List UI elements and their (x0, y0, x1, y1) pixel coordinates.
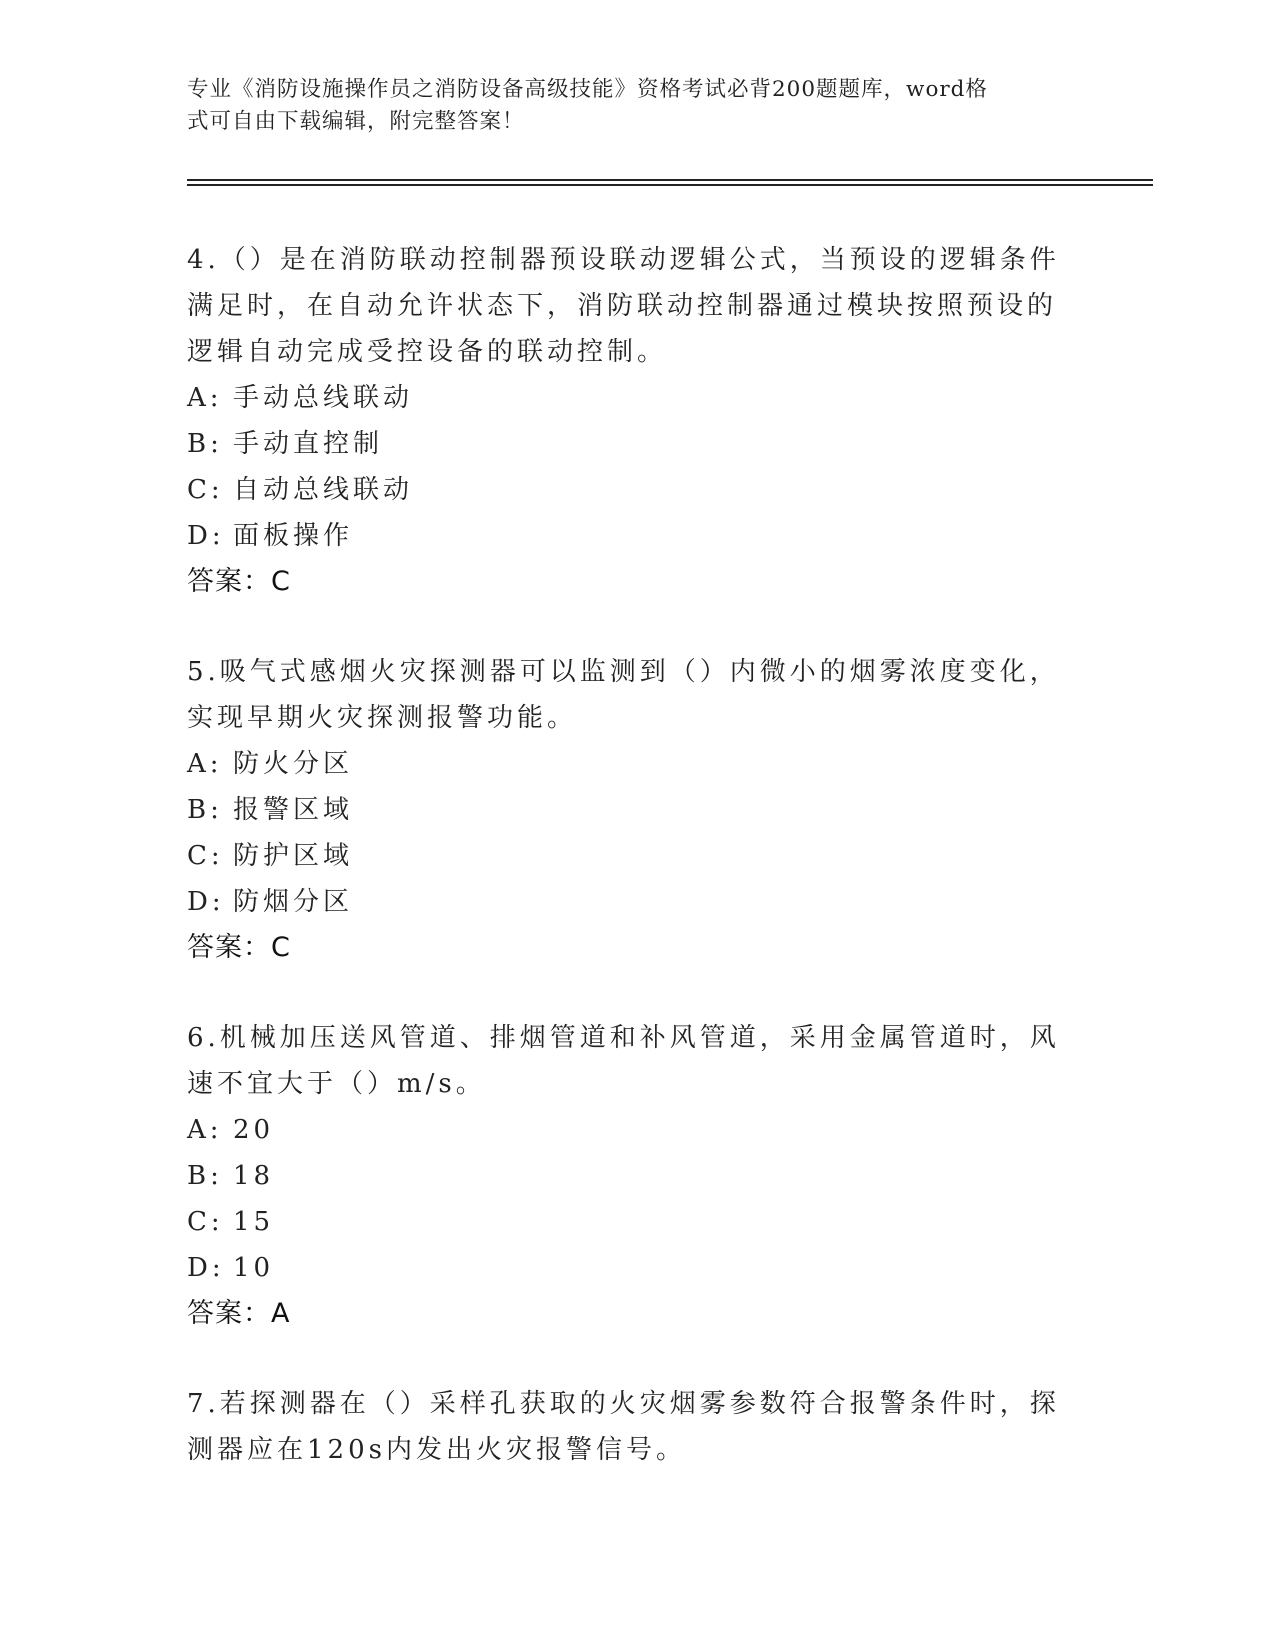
question-stem: 5.吸气式感烟火灾探测器可以监测到（）内微小的烟雾浓度变化，实现早期火灾探测报警功能。 (187, 657, 1060, 733)
option-key: A: (187, 383, 223, 413)
header-line-1: 专业《消防设施操作员之消防设备高级技能》资格考试必背200题题库，word格 (187, 77, 988, 102)
option-c (187, 467, 1067, 513)
option-text: 18 (233, 1161, 275, 1191)
option-d (187, 879, 1067, 925)
option-c (187, 1199, 1067, 1245)
option-text: 防护区域 (233, 841, 354, 871)
option-text: 15 (233, 1207, 275, 1237)
option-a (187, 375, 1067, 421)
option-text: 手动总线联动 (233, 383, 414, 413)
option-text: 手动直控制 (233, 429, 384, 459)
question-4 (187, 237, 1067, 605)
answer-line: 答案：A (187, 1298, 291, 1329)
option-list (187, 1107, 1067, 1291)
option-key: D: (187, 887, 225, 917)
option-d (187, 1245, 1067, 1291)
option-list (187, 741, 1067, 925)
option-key: B: (187, 429, 223, 459)
header-line-2: 式可自由下载编辑，附完整答案！ (187, 109, 525, 134)
option-a (187, 741, 1067, 787)
option-key: D: (187, 1253, 225, 1283)
option-key: C: (187, 1207, 224, 1237)
question-stem: 7.若探测器在（）采样孔获取的火灾烟雾参数符合报警条件时，探测器应在120s内发出火灾报警信号。 (187, 1389, 1060, 1465)
option-key: B: (187, 795, 223, 825)
option-key: C: (187, 475, 224, 505)
option-key: A: (187, 1115, 223, 1145)
option-text: 面板操作 (233, 521, 354, 551)
option-text: 10 (233, 1253, 275, 1283)
question-stem: 4.（）是在消防联动控制器预设联动逻辑公式，当预设的逻辑条件满足时，在自动允许状态下，消防联动控制器通过模块按照预设的逻辑自动完成受控设备的联动控制。 (187, 245, 1060, 367)
question-list (187, 237, 1067, 1517)
question-6 (187, 1015, 1067, 1337)
option-d (187, 513, 1067, 559)
option-text: 20 (233, 1115, 275, 1145)
option-key: C: (187, 841, 224, 871)
question-7 (187, 1381, 1067, 1473)
header-rule-bottom (187, 184, 1153, 186)
option-b (187, 421, 1067, 467)
option-text: 防火分区 (233, 749, 354, 779)
option-b (187, 787, 1067, 833)
question-stem: 6.机械加压送风管道、排烟管道和补风管道，采用金属管道时，风速不宜大于（）m/s。 (187, 1023, 1060, 1099)
option-list (187, 375, 1067, 559)
option-c (187, 833, 1067, 879)
answer-line: 答案：C (187, 566, 291, 597)
option-b (187, 1153, 1067, 1199)
document-header (187, 74, 1067, 138)
option-key: A: (187, 749, 223, 779)
option-key: D: (187, 521, 225, 551)
answer-line: 答案：C (187, 932, 291, 963)
question-5 (187, 649, 1067, 971)
option-key: B: (187, 1161, 223, 1191)
option-text: 自动总线联动 (233, 475, 414, 505)
option-a (187, 1107, 1067, 1153)
header-rule-top (187, 179, 1153, 181)
option-text: 报警区域 (233, 795, 354, 825)
option-text: 防烟分区 (233, 887, 354, 917)
